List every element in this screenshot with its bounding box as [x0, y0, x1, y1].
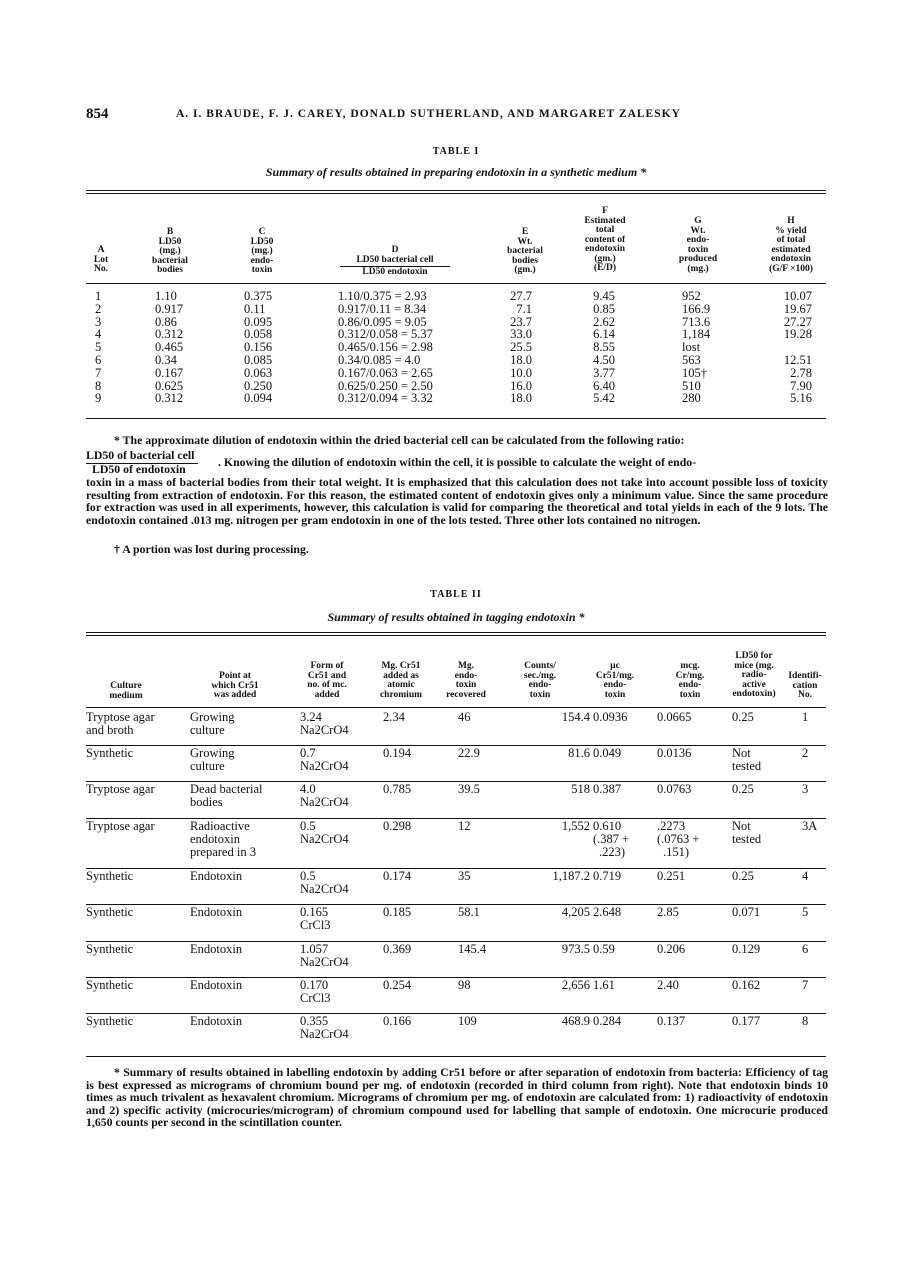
- t2-cell-mgendo: 35: [458, 869, 471, 883]
- t1-col-e: 27.7 7.1 23.7 33.0 25.5 18.0 10.0 16.0 18.0: [510, 289, 532, 406]
- t2-header-medium: Culture medium: [109, 681, 143, 701]
- t2-cell-counts: 518: [571, 782, 590, 796]
- t2-cell-form: 0.5 Na2CrO4: [300, 869, 349, 896]
- table1-top-rule-2: [86, 193, 826, 194]
- t2-cell-counts: 1,187.2: [552, 869, 590, 883]
- t2-header-ld50: LD50 for mice (mg. radio- active endotoxin): [732, 651, 776, 699]
- t2-cell-form: 3.24 Na2CrO4: [300, 710, 349, 737]
- t2-header-mcg: mcg. Cr/mg. endo- toxin: [675, 661, 705, 700]
- t2-header-uc: µc Cr51/mg. endo- toxin: [595, 661, 635, 700]
- t1-header-g: G Wt. endo- toxin produced (mg.): [678, 216, 718, 274]
- t2-header-point: Point at which Cr51 was added: [211, 671, 259, 700]
- t2-cell-mcg: 0.137: [657, 1014, 686, 1028]
- t1-col-d: 1.10/0.375 = 2.93 0.917/0.11 = 8.34 0.86/0.095 = 9.05 0.312/0.058 = 5.37 0.465/0.156 = 2.98 0.34/0.085 = 4.0 0.167/0.063 = 2.65 0.625/0.250 = 2.50 0.312/0.094 = 3.32: [338, 289, 433, 406]
- t2-cell-mcg: 0.0136: [657, 746, 692, 760]
- t2-cell-counts: 1,552: [561, 819, 590, 833]
- t2-cell-uc: 0.284: [593, 1014, 622, 1028]
- t1-header-d: D LD50 bacterial cell LD50 endotoxin: [330, 246, 460, 278]
- t2-cell-counts: 154.4: [561, 710, 590, 724]
- t2-cell-medium: Synthetic: [86, 869, 134, 883]
- t2-cell-uc: 0.59: [593, 942, 615, 956]
- t2-cell-form: 0.170 CrCl3: [300, 978, 331, 1005]
- table1-header-rule: [86, 283, 826, 284]
- t2-cell-form: 4.0 Na2CrO4: [300, 782, 349, 809]
- t2-cell-form: 0.165 CrCl3: [300, 905, 331, 932]
- t2-cell-mgcr: 0.785: [383, 782, 412, 796]
- t2-cell-ld50: 0.25: [732, 869, 754, 883]
- t2-cell-mgcr: 0.166: [383, 1014, 412, 1028]
- t1-footnote-line1: * The approximate dilution of endotoxin within the dried bacterial cell can be calculated from the following ratio:: [114, 433, 685, 447]
- page-number: 854: [86, 106, 109, 122]
- t2-cell-mcg: 0.206: [657, 942, 686, 956]
- t2-cell-uc: 1.61: [593, 978, 615, 992]
- t2-cell-uc: 0.049: [593, 746, 622, 760]
- t2-cell-counts: 4,205: [561, 905, 590, 919]
- table2-caption: Summary of results obtained in tagging endotoxin *: [327, 610, 585, 624]
- table1-top-rule: [86, 190, 826, 191]
- author-line: A. I. BRAUDE, F. J. CAREY, DONALD SUTHERLAND, AND MARGARET ZALESKY: [176, 108, 681, 120]
- t2-cell-medium: Synthetic: [86, 942, 134, 956]
- t2-cell-mgendo: 46: [458, 710, 471, 724]
- t2-cell-ld50: Not tested: [732, 746, 762, 773]
- t2-cell-counts: 973.5: [561, 942, 590, 956]
- table1-bottom-rule: [86, 418, 826, 419]
- t2-cell-point: Endotoxin: [190, 1014, 243, 1028]
- t1-header-e: E Wt. bacterial bodies (gm.): [507, 227, 543, 275]
- t2-cell-ident: 1: [802, 710, 809, 724]
- t2-cell-mgcr: 0.194: [383, 746, 412, 760]
- t1-header-a: A Lot No.: [93, 245, 109, 274]
- table1-label: TABLE I: [432, 146, 480, 157]
- t2-cell-form: 0.5 Na2CrO4: [300, 819, 349, 846]
- t2-cell-uc: 0.719: [593, 869, 622, 883]
- t1-footnote-body: toxin in a mass of bacterial bodies from their total weight. It is emphasized that this calculation does not take into account possible loss of toxicity resulting from extraction of endotoxin. For this reason, the estimated content of endotoxin gives only a minimum value. Since the same procedure for extraction was used in all experiments, however, this calculation is valid for comparing the theoretical and total yields in each of the 9 lots. The endotoxin contained .013 mg. nitrogen per gram endotoxin in one of the lots tested. Three other lots contained no nitrogen.: [86, 475, 828, 527]
- t2-cell-ld50: Not tested: [732, 819, 762, 846]
- t2-cell-point: Growing culture: [190, 746, 235, 773]
- t1-footnote-dagger: † A portion was lost during processing.: [114, 542, 309, 556]
- table2-label: TABLE II: [430, 589, 482, 600]
- t2-cell-uc: 0.610 (.387 + .223): [593, 819, 630, 859]
- t2-cell-point: Radioactive endotoxin prepared in 3: [190, 819, 256, 859]
- t2-cell-point: Dead bacterial bodies: [190, 782, 263, 809]
- t2-cell-mgendo: 58.1: [458, 905, 480, 919]
- t2-cell-mgcr: 0.174: [383, 869, 412, 883]
- t2-header-form: Form of Cr51 and no. of mc. added: [307, 661, 347, 700]
- t2-cell-mgcr: 2.34: [383, 710, 405, 724]
- t2-cell-medium: Tryptose agar and broth: [86, 710, 155, 737]
- t2-cell-medium: Synthetic: [86, 905, 134, 919]
- t2-cell-point: Endotoxin: [190, 942, 243, 956]
- t1-header-b: B LD50 (mg.) bacterial bodies: [152, 227, 188, 275]
- t2-cell-mgendo: 22.9: [458, 746, 480, 760]
- t2-cell-uc: 0.0936: [593, 710, 628, 724]
- t2-cell-mgcr: 0.185: [383, 905, 412, 919]
- t2-cell-medium: Tryptose agar: [86, 819, 155, 833]
- t2-header-counts: Counts/ sec./mg. endo- toxin: [523, 661, 557, 700]
- t2-cell-ident: 6: [802, 942, 809, 956]
- t2-cell-mgendo: 98: [458, 978, 471, 992]
- table2-top-rule-2: [86, 635, 826, 636]
- t2-cell-medium: Tryptose agar: [86, 782, 155, 796]
- t1-ratio-numerator: LD50 of bacterial cell: [86, 448, 198, 464]
- t1-footnote-line2: . Knowing the dilution of endotoxin within the cell, it is possible to calculate the weight of endo-: [218, 455, 697, 469]
- t2-cell-mcg: 2.85: [657, 905, 679, 919]
- t1-col-b: 1.10 0.917 0.86 0.312 0.465 0.34 0.167 0.625 0.312: [155, 289, 184, 406]
- t2-cell-ident: 7: [802, 978, 809, 992]
- t2-cell-medium: Synthetic: [86, 978, 134, 992]
- t2-cell-point: Endotoxin: [190, 978, 243, 992]
- t2-cell-mcg: 0.0665: [657, 710, 692, 724]
- t2-cell-point: Endotoxin: [190, 905, 243, 919]
- t2-cell-ld50: 0.177: [732, 1014, 761, 1028]
- t2-cell-form: 1.057 Na2CrO4: [300, 942, 349, 969]
- t2-cell-ident: 3: [802, 782, 809, 796]
- table2-header-rule: [86, 707, 826, 708]
- t2-cell-mcg: 0.0763: [657, 782, 692, 796]
- t2-cell-medium: Synthetic: [86, 746, 134, 760]
- t1-ratio-denominator: LD50 of endotoxin: [92, 462, 186, 476]
- t2-cell-mgcr: 0.254: [383, 978, 412, 992]
- t2-cell-form: 0.355 Na2CrO4: [300, 1014, 349, 1041]
- t2-cell-ld50: 0.25: [732, 710, 754, 724]
- t2-cell-mgendo: 145.4: [458, 942, 487, 956]
- t2-cell-point: Growing culture: [190, 710, 235, 737]
- table2-footnote: * Summary of results obtained in labelling endotoxin by adding Cr51 before or after separation of endotoxin from bacteria: Efficiency of tag is best expressed as micrograms of chromium bound per mg. of endotoxin (recorded in third column from right). Note that endotoxin binds 10 times as much trivalent as hexavalent chromium. Micrograms of chromium per mg. of endotoxin are calculated from: 1) radioactivity of endotoxin and 2) specific activity (microcuries/microgram) of chromium compound used for labelling that sample of endotoxin. One microcurie produced 1,650 counts per second in the scintillation counter.: [86, 1065, 828, 1130]
- t2-cell-uc: 0.387: [593, 782, 622, 796]
- t1-col-g: 952 166.9 713.6 1,184 lost 563 105† 510 280: [682, 289, 711, 406]
- t2-header-ident: Identifi- cation No.: [788, 671, 822, 700]
- t2-header-mgcr: Mg. Cr51 added as atomic chromium: [379, 661, 423, 700]
- t2-cell-ld50: 0.129: [732, 942, 761, 956]
- t2-cell-form: 0.7 Na2CrO4: [300, 746, 349, 773]
- t2-cell-uc: 2.648: [593, 905, 622, 919]
- t2-cell-ld50: 0.25: [732, 782, 754, 796]
- t2-cell-ld50: 0.071: [732, 905, 761, 919]
- t2-cell-mgendo: 109: [458, 1014, 477, 1028]
- t1-col-c: 0.375 0.11 0.095 0.058 0.156 0.085 0.063 0.250 0.094: [244, 289, 273, 406]
- t2-cell-counts: 81.6: [568, 746, 590, 760]
- t2-cell-counts: 2,656: [561, 978, 590, 992]
- t1-header-f: F Estimated total content of endotoxin (gm.) (E/D): [584, 206, 626, 273]
- t2-cell-mcg: 0.251: [657, 869, 686, 883]
- t1-header-c: C LD50 (mg.) endo- toxin: [250, 227, 274, 275]
- t2-cell-mgendo: 12: [458, 819, 471, 833]
- t2-header-mgendo: Mg. endo- toxin recovered: [446, 661, 486, 700]
- running-head: [86, 106, 826, 126]
- t2-cell-ident: 8: [802, 1014, 809, 1028]
- t2-cell-point: Endotoxin: [190, 869, 243, 883]
- t1-col-lot: 1 2 3 4 5 6 7 8 9: [95, 289, 102, 406]
- table2-top-rule: [86, 632, 826, 633]
- t2-cell-ident: 4: [802, 869, 809, 883]
- t2-cell-ld50: 0.162: [732, 978, 761, 992]
- table1-caption: Summary of results obtained in preparing endotoxin in a synthetic medium *: [265, 165, 647, 179]
- t1-col-h: 10.07 19.67 27.27 19.28 12.51 2.78 7.90 5.16: [783, 289, 812, 406]
- t2-cell-ident: 5: [802, 905, 809, 919]
- t2-cell-medium: Synthetic: [86, 1014, 134, 1028]
- t2-cell-mcg: .2273 (.0763 + .151): [657, 819, 700, 859]
- t2-cell-mgcr: 0.298: [383, 819, 412, 833]
- t2-cell-mgendo: 39.5: [458, 782, 480, 796]
- t2-cell-ident: 3A: [802, 819, 818, 833]
- t1-col-f: 9.45 0.85 2.62 6.14 8.55 4.50 3.77 6.40 5.42: [593, 289, 615, 406]
- t2-cell-mgcr: 0.369: [383, 942, 412, 956]
- t2-cell-counts: 468.9: [561, 1014, 590, 1028]
- t2-cell-ident: 2: [802, 746, 809, 760]
- t1-header-h: H % yield of total estimated endotoxin (G/F ×100): [769, 216, 813, 274]
- t2-cell-mcg: 2.40: [657, 978, 679, 992]
- table2-bottom-rule: [86, 1056, 826, 1057]
